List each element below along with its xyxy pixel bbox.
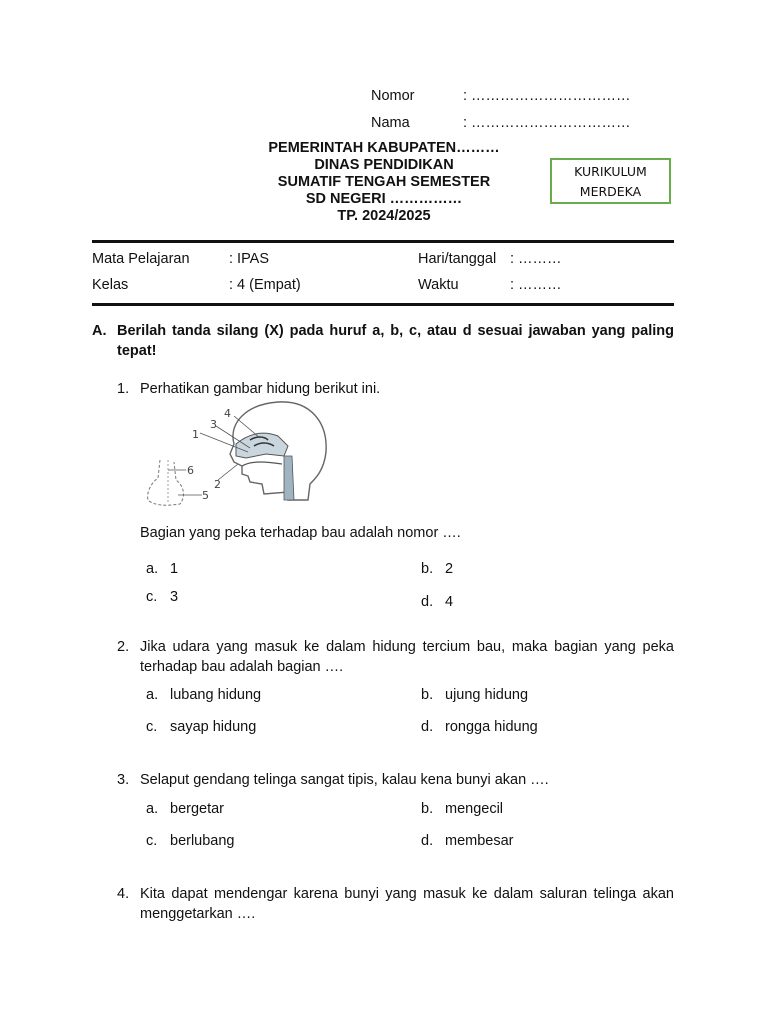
header-line-4: SD NEGERI …………… xyxy=(305,191,463,207)
header-line-2: DINAS PENDIDIKAN xyxy=(314,157,454,173)
front-nose xyxy=(148,460,184,505)
q4-number: 4. xyxy=(117,886,130,902)
q2-option-d-letter: d. xyxy=(421,719,434,735)
figure-label-6: 6 xyxy=(187,464,194,477)
nomor-value: : …………………………… xyxy=(463,88,631,104)
q2-text: Jika udara yang masuk ke dalam hidung tercium bau, maka bagian yang peka terhadap bau adalah bagian …. xyxy=(140,639,674,675)
nose-anatomy-figure xyxy=(138,400,338,518)
figure-label-2: 2 xyxy=(214,478,221,491)
class-value: : 4 (Empat) xyxy=(229,277,301,293)
curriculum-line-2: MERDEKA xyxy=(579,184,642,199)
q1-option-c-text: 3 xyxy=(170,589,179,605)
q1-option-a-text: 1 xyxy=(170,561,179,577)
q1-followup: Bagian yang peka terhadap bau adalah nomor …. xyxy=(140,525,461,541)
throat xyxy=(284,456,294,500)
q2-option-a-text: lubang hidung xyxy=(170,687,262,703)
q1-option-b-text: 2 xyxy=(445,561,454,577)
q1-text: Perhatikan gambar hidung berikut ini. xyxy=(140,381,381,397)
q1-option-a-letter: a. xyxy=(146,561,159,577)
nomor-label: Nomor xyxy=(371,88,415,104)
q3-number: 3. xyxy=(117,772,130,788)
q3-option-b-text: mengecil xyxy=(445,801,504,817)
subject-label: Mata Pelajaran xyxy=(92,251,190,267)
section-instruction: Berilah tanda silang (X) pada huruf a, b, c, atau d sesuai jawaban yang paling tepat! xyxy=(117,323,674,359)
q3-option-d-text: membesar xyxy=(445,833,514,849)
figure-label-5: 5 xyxy=(202,489,209,502)
subject-value: : IPAS xyxy=(229,251,270,267)
mouth-tongue xyxy=(242,462,282,466)
q3-option-a-text: bergetar xyxy=(170,801,225,817)
q2-option-c-text: sayap hidung xyxy=(170,719,257,735)
header-line-1: PEMERINTAH KABUPATEN……… xyxy=(268,140,500,156)
figure-label-1: 1 xyxy=(192,428,199,441)
q2-option-a-letter: a. xyxy=(146,687,159,703)
q1-option-d-letter: d. xyxy=(421,594,434,610)
q2-option-b-text: ujung hidung xyxy=(445,687,529,703)
curriculum-badge xyxy=(550,158,671,204)
time-value: : ……… xyxy=(510,277,562,293)
figure-label-4: 4 xyxy=(224,407,231,420)
figure-label-3: 3 xyxy=(210,418,217,431)
q2-number: 2. xyxy=(117,639,130,655)
section-letter: A. xyxy=(92,323,107,339)
exam-header xyxy=(214,140,554,225)
q1-option-b-letter: b. xyxy=(421,561,434,577)
q1-option-c-letter: c. xyxy=(146,589,158,605)
q3-option-a-letter: a. xyxy=(146,801,159,817)
header-line-3: SUMATIF TENGAH SEMESTER xyxy=(277,174,491,190)
time-label: Waktu xyxy=(418,277,459,293)
q3-option-d-letter: d. xyxy=(421,833,434,849)
q3-option-c-text: berlubang xyxy=(170,833,235,849)
q3-option-c-letter: c. xyxy=(146,833,158,849)
nama-label: Nama xyxy=(371,115,410,131)
q2-option-b-letter: b. xyxy=(421,687,434,703)
class-label: Kelas xyxy=(92,277,129,293)
q2-option-d-text: rongga hidung xyxy=(445,719,538,735)
day-label: Hari/tanggal xyxy=(418,251,497,267)
nama-value: : …………………………… xyxy=(463,115,631,131)
q1-number: 1. xyxy=(117,381,130,397)
bottom-divider xyxy=(92,303,674,306)
curriculum-line-1: KURIKULUM xyxy=(574,164,647,179)
q2-option-c-letter: c. xyxy=(146,719,158,735)
q4-text: Kita dapat mendengar karena bunyi yang masuk ke dalam saluran telinga akan menggetarkan …. xyxy=(140,886,674,922)
q3-text: Selaput gendang telinga sangat tipis, kalau kena bunyi akan …. xyxy=(140,772,549,788)
q1-option-d-text: 4 xyxy=(445,594,454,610)
header-line-5: TP. 2024/2025 xyxy=(337,208,431,224)
q3-option-b-letter: b. xyxy=(421,801,434,817)
top-divider xyxy=(92,240,674,243)
day-value: : ……… xyxy=(510,251,562,267)
